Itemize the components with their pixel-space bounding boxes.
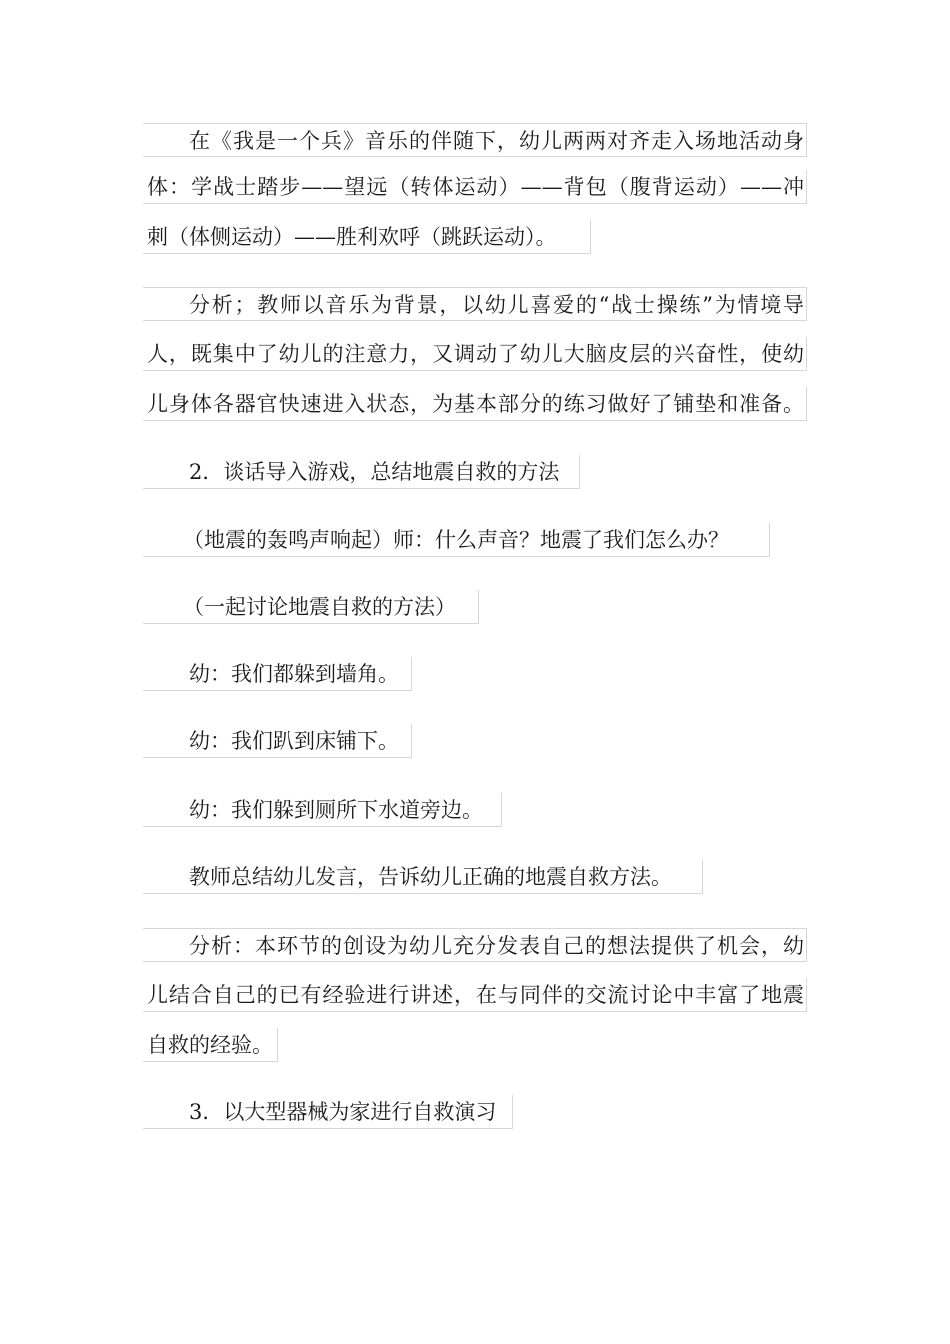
paragraph-1-line-3: 刺（体侧运动）——胜利欢呼（跳跃运动）。 <box>143 220 591 254</box>
paragraph-2-line-1: 分析；教师以音乐为背景，以幼儿喜爱的“战士操练”为情境导 <box>143 287 807 321</box>
paragraph-1-line-2: 体：学战士踏步——望远（转体运动）——背包（腹背运动）——冲 <box>143 170 807 204</box>
analysis-2-line-1: 分析：本环节的创设为幼儿充分发表自己的想法提供了机会，幼 <box>143 928 807 962</box>
teacher-summary: 教师总结幼儿发言，告诉幼儿正确的地震自救方法。 <box>143 860 703 894</box>
dialogue-child-answer-2: 幼：我们趴到床铺下。 <box>143 724 412 758</box>
dialogue-teacher-question: （地震的轰鸣声响起）师：什么声音？地震了我们怎么办？ <box>143 523 770 557</box>
section-heading-2: 2．谈话导入游戏，总结地震自救的方法 <box>143 455 580 489</box>
paragraph-1-line-1: 在《我是一个兵》音乐的伴随下，幼儿两两对齐走入场地活动身 <box>143 123 807 157</box>
dialogue-child-answer-1: 幼：我们都躲到墙角。 <box>143 657 412 691</box>
dialogue-discussion-note: （一起讨论地震自救的方法） <box>143 590 479 624</box>
paragraph-2-line-2: 人，既集中了幼儿的注意力，又调动了幼儿大脑皮层的兴奋性，使幼 <box>143 337 807 371</box>
paragraph-2-line-3: 儿身体各器官快速进入状态，为基本部分的练习做好了铺垫和准备。 <box>143 387 807 421</box>
dialogue-child-answer-3: 幼：我们躲到厕所下水道旁边。 <box>143 793 502 827</box>
section-heading-3: 3．以大型器械为家进行自救演习 <box>143 1095 513 1129</box>
analysis-2-line-2: 儿结合自己的已有经验进行讲述，在与同伴的交流讨论中丰富了地震 <box>143 978 807 1012</box>
analysis-2-line-3: 自救的经验。 <box>143 1028 278 1062</box>
